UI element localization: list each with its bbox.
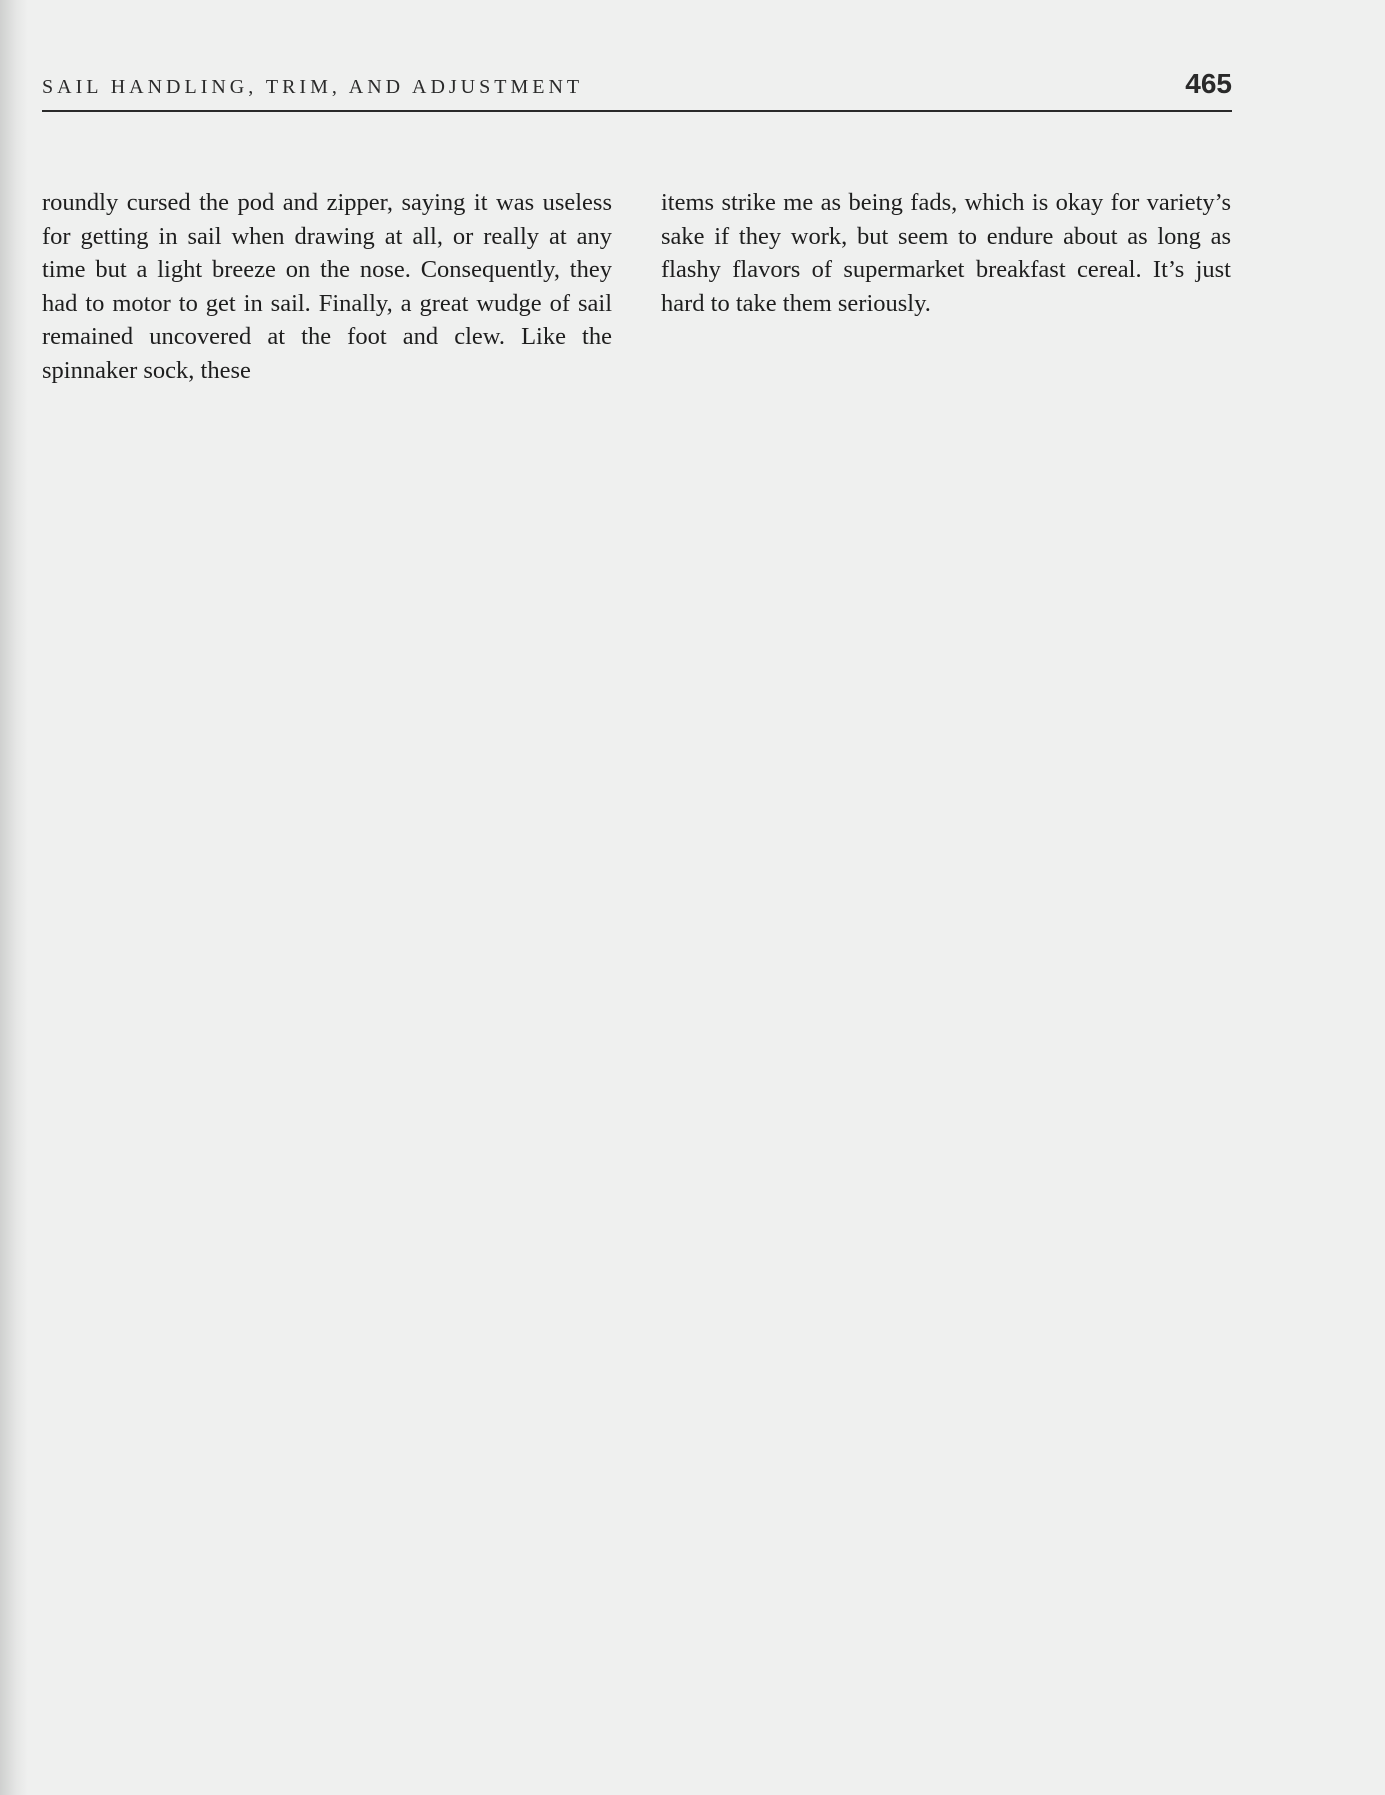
running-head: SAIL HANDLING, TRIM, AND ADJUSTMENT <box>42 76 584 98</box>
left-column <box>42 186 612 388</box>
page-gutter-shadow <box>0 0 28 1795</box>
page-number: 465 <box>1185 68 1232 99</box>
body-paragraph-left: roundly cursed the pod and zipper, saying it was useless for getting in sail when drawing at all, or really at any time but a light breeze on the nose. Consequently, they had to motor to get in sail. Finally, a great wudge of sail remained uncovered at the foot and clew. Like the spinnaker sock, these <box>42 189 612 384</box>
body-paragraph-right: items strike me as being fads, which is okay for variety’s sake if they work, but seem to endure about as long as flashy flavors of supermarket breakfast cereal. It’s just hard to take them seriously. <box>661 189 1231 317</box>
page-header <box>42 66 1232 112</box>
right-column <box>661 186 1231 320</box>
